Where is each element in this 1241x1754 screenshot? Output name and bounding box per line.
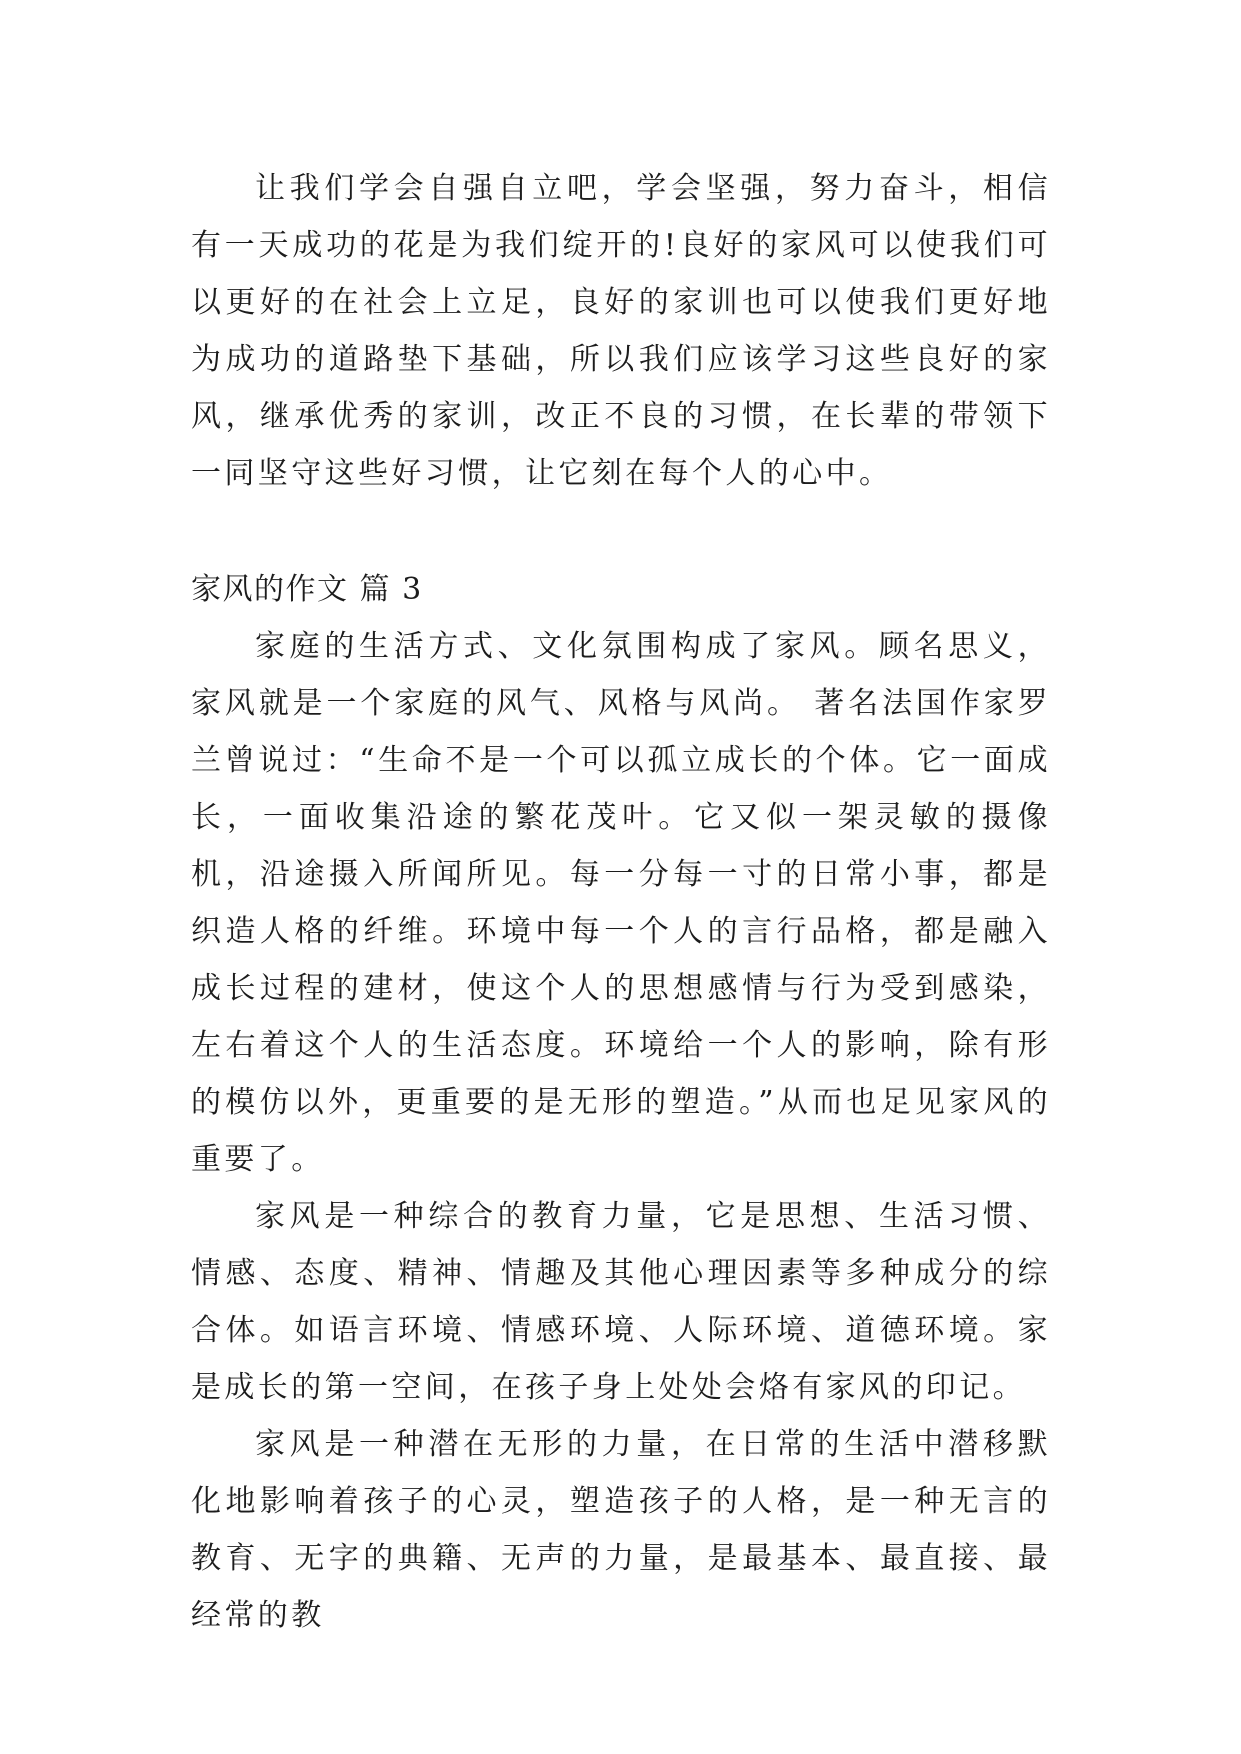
section-heading: 家风的作文 篇 3 (191, 572, 423, 607)
section-spacer (191, 502, 1051, 561)
paragraph: 让我们学会自强自立吧，学会坚强，努力奋斗，相信有一天成功的花是为我们绽开的!良好的家风可以使我们可以更好的在社会上立足，良好的家训也可以使我们更好地为成功的道路垫下基础，所以我们应该学习这些良好的家风，继承优秀的家训，改正不良的习惯，在长辈的带领下一同坚守这些好习惯，让它刻在每个人的心中。 (191, 171, 1051, 491)
document-body (191, 160, 1051, 1644)
paragraph: 家庭的生活方式、文化氛围构成了家风。顾名思义，家风就是一个家庭的风气、风格与风尚。 著名法国作家罗兰曾说过：“生命不是一个可以孤立成长的个体。它一面成长，一面收集沿途的繁花茂叶。它又似一架灵敏的摄像机，沿途摄入所闻所见。每一分每一寸的日常小事，都是织造人格的纤维。环境中每一个人的言行品格，都是融入成长过程的建材，使这个人的思想感情与行为受到感染，左右着这个人的生活态度。环境给一个人的影响，除有形的模仿以外，更重要的是无形的塑造。”从而也足见家风的重要了。 (191, 629, 1051, 1177)
paragraph: 家风是一种潜在无形的力量，在日常的生活中潜移默化地影响着孩子的心灵，塑造孩子的人格，是一种无言的教育、无字的典籍、无声的力量，是最基本、最直接、最经常的教 (191, 1427, 1051, 1633)
paragraph: 家风是一种综合的教育力量，它是思想、生活习惯、情感、态度、精神、情趣及其他心理因素等多种成分的综合体。如语言环境、情感环境、人际环境、道德环境。家是成长的第一空间，在孩子身上处处会烙有家风的印记。 (191, 1199, 1051, 1405)
